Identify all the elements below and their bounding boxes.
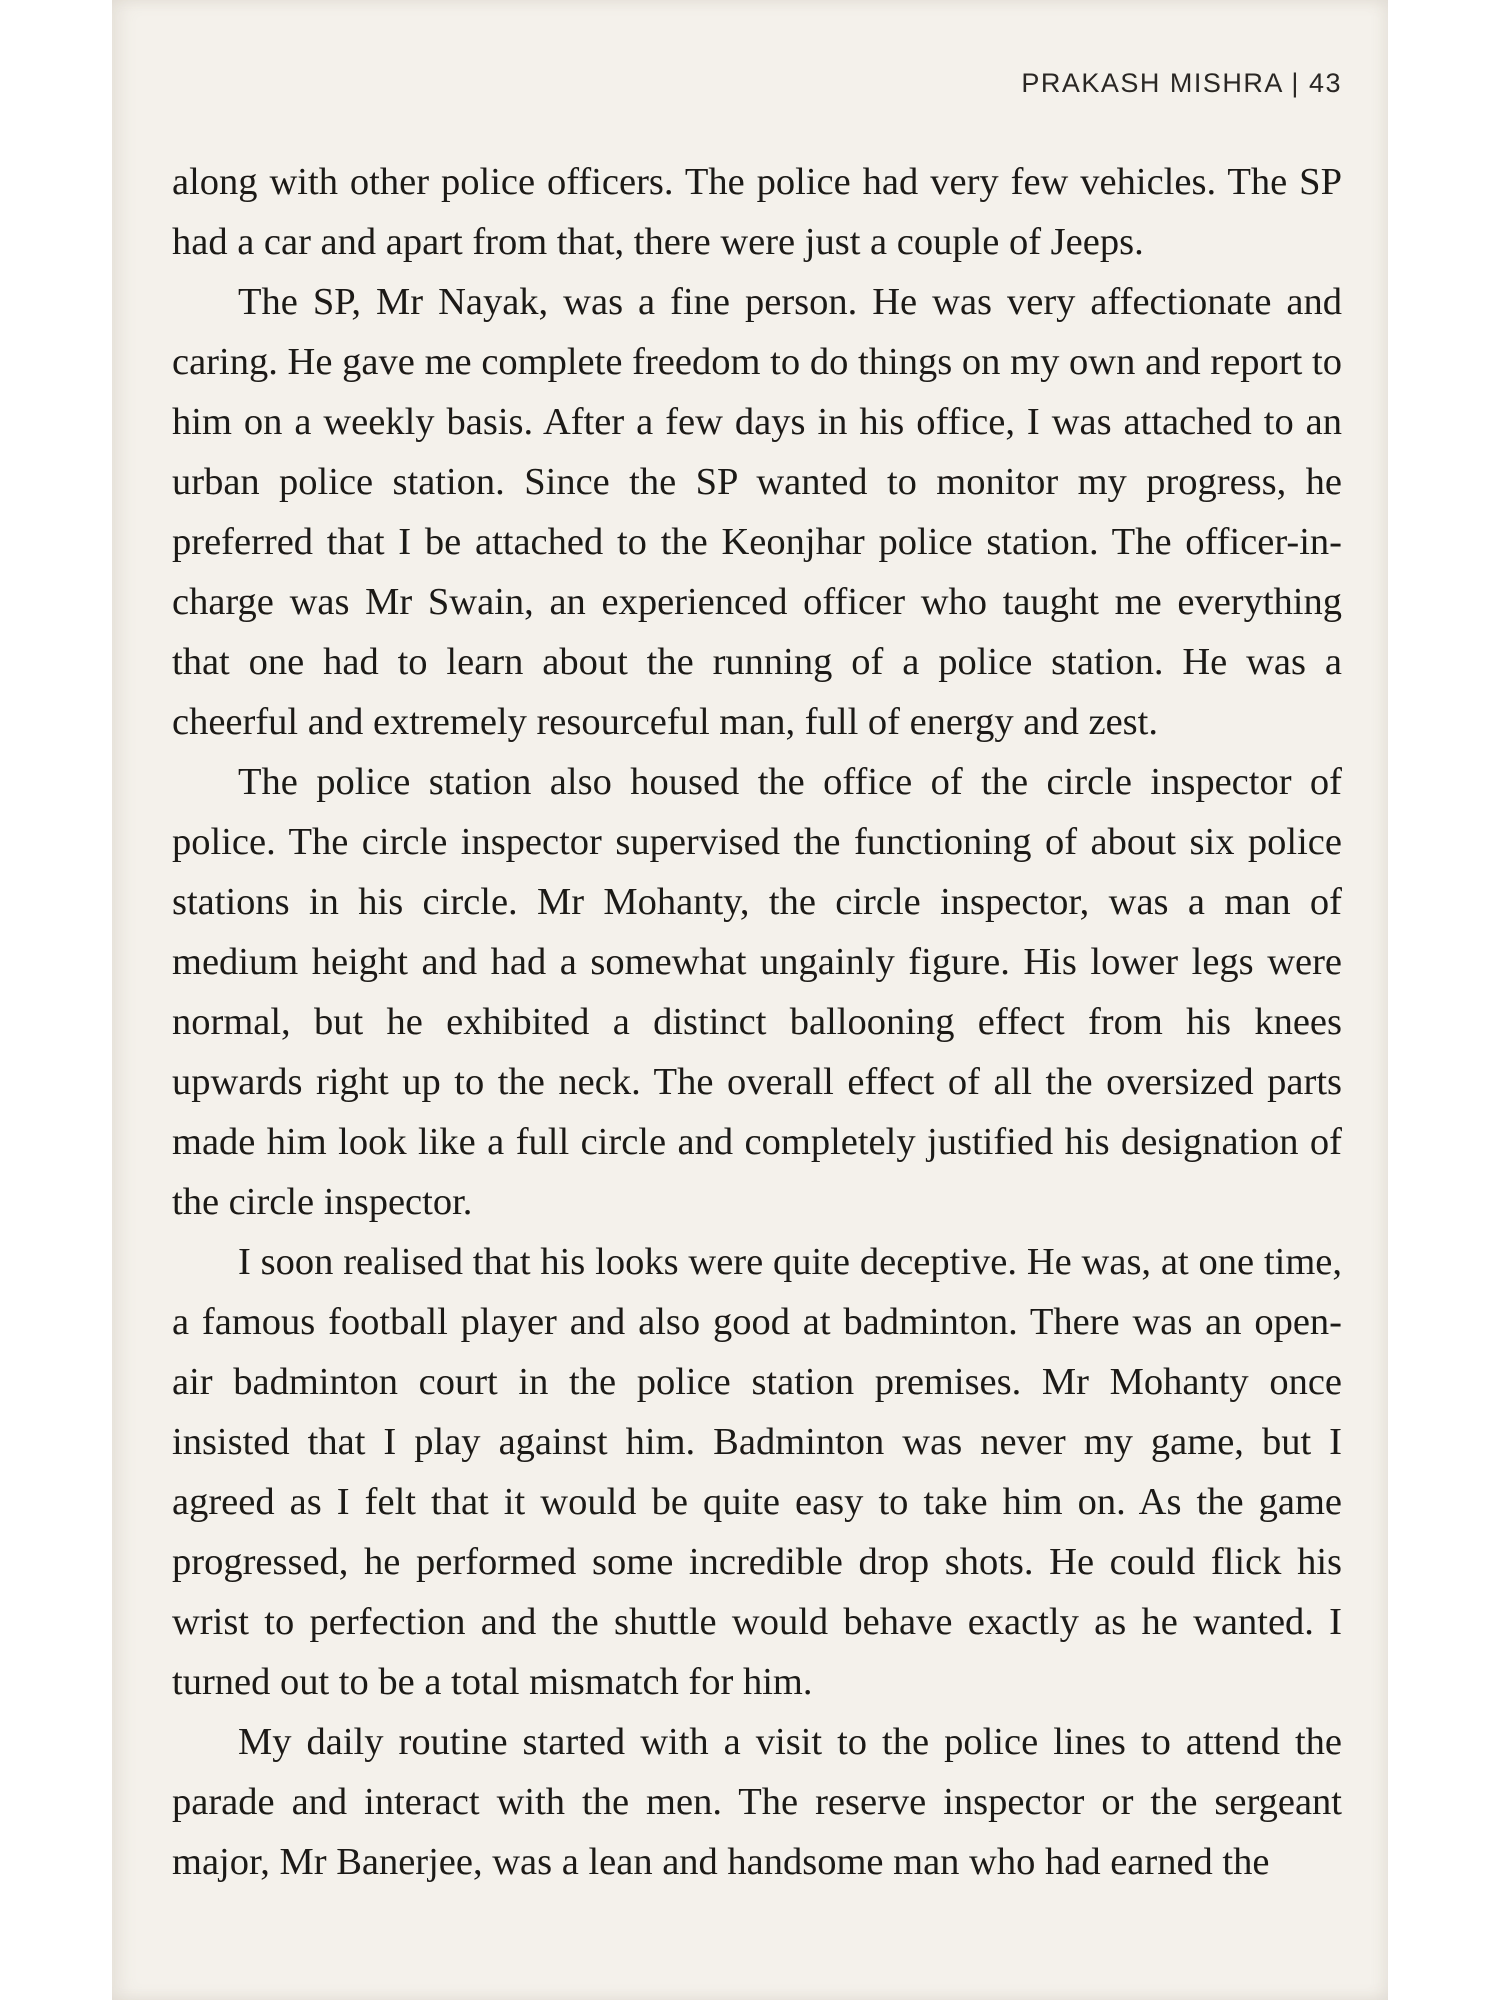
paragraph-daily-routine: My daily routine started with a visit to the police lines to attend the parade and interact with the men. The reserve inspector or the sergeant major, Mr Banerjee, was a lean and handsome man who had earned the bbox=[172, 1721, 1342, 1883]
running-head-author: PRAKASH MISHRA bbox=[1021, 68, 1283, 98]
paragraph-circle-inspector: The police station also housed the office of the circle inspector of police. The circle inspector supervised the functioning of about six police stations in his circle. Mr Mohanty, the circle inspector, was a man of medium height and had a somewhat ungainly figure. His lower legs were normal, but he exhibited a distinct ballooning effect from his knees upwards right up to the neck. The overall effect of all the oversized parts made him look like a full circle and completely justified his designation of the circle inspector. bbox=[172, 761, 1342, 1223]
paragraph-continued: along with other police officers. The police had very few vehicles. The SP had a car and apart from that, there were just a couple of Jeeps. bbox=[172, 161, 1342, 263]
running-head bbox=[1021, 68, 1342, 99]
paragraph-sp-nayak: The SP, Mr Nayak, was a fine person. He was very affectionate and caring. He gave me complete freedom to do things on my own and report to him on a weekly basis. After a few days in his office, I was attached to an urban police station. Since the SP wanted to monitor my progress, he preferred that I be attached to the Keonjhar police station. The officer-in-charge was Mr Swain, an experienced officer who taught me everything that one had to learn about the running of a police station. He was a cheerful and extremely resourceful man, full of energy and zest. bbox=[172, 281, 1342, 743]
running-head-separator: | bbox=[1291, 68, 1300, 98]
book-page bbox=[172, 0, 1342, 2000]
body-text bbox=[172, 152, 1342, 1892]
paragraph-badminton: I soon realised that his looks were quite deceptive. He was, at one time, a famous football player and also good at badminton. There was an open-air badminton court in the police station premises. Mr Mohanty once insisted that I play against him. Badminton was never my game, but I agreed as I felt that it would be quite easy to take him on. As the game progressed, he performed some incredible drop shots. He could flick his wrist to perfection and the shuttle would behave exactly as he wanted. I turned out to be a total mismatch for him. bbox=[172, 1241, 1342, 1703]
page-number: 43 bbox=[1308, 68, 1342, 98]
